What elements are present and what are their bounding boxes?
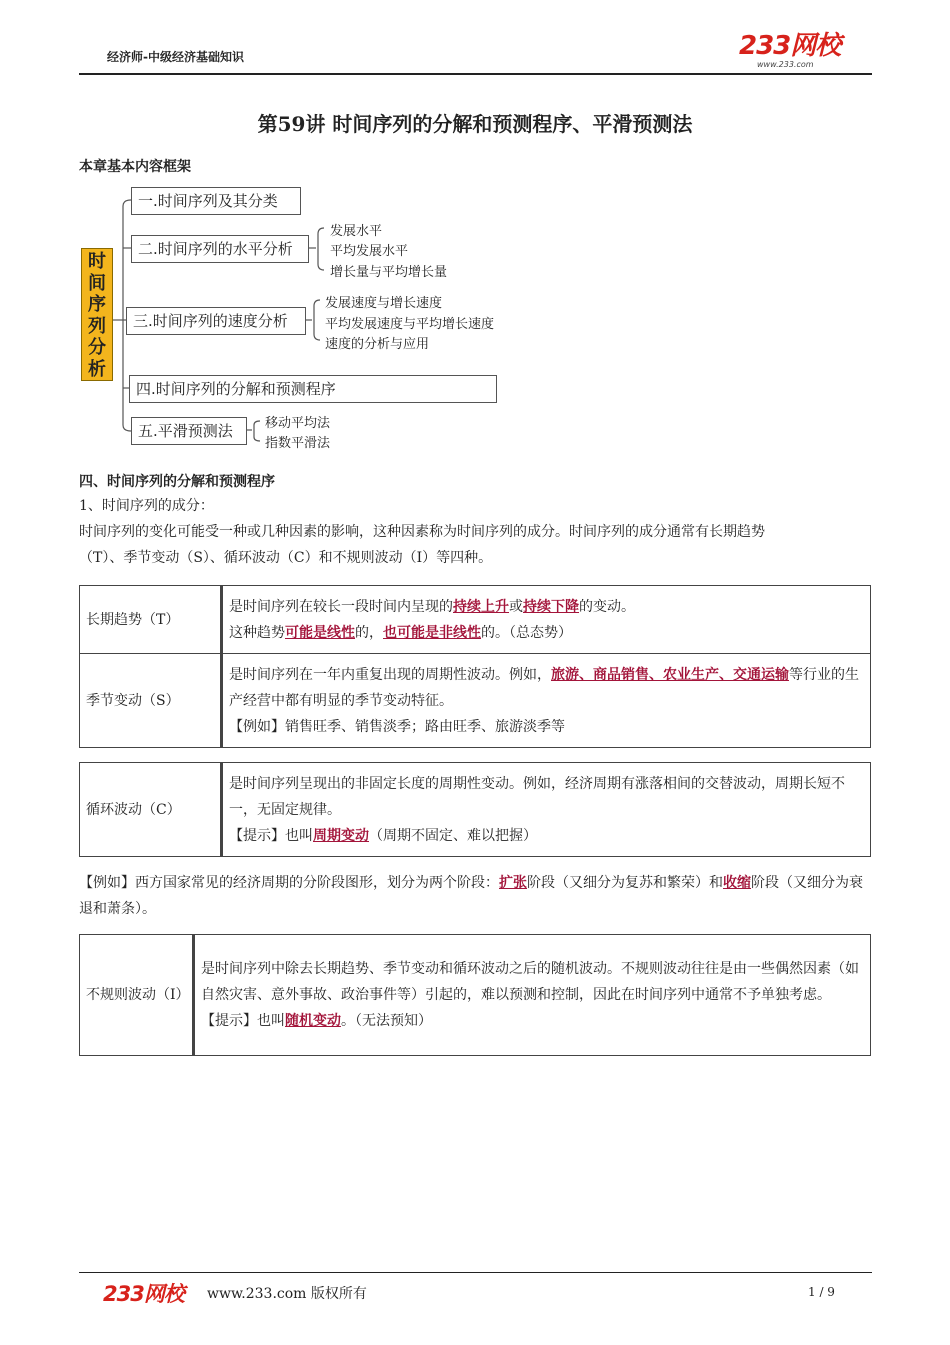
row-line: 是时间序列在较长一段时间内呈现的持续上升或持续下降的变动。 — [229, 598, 635, 615]
table-row — [80, 935, 871, 1056]
highlight-term: 持续上升 — [453, 598, 509, 615]
highlight-term: 也可能是非线性 — [383, 624, 481, 641]
mindmap-leaf: 速度的分析与应用 — [325, 337, 430, 352]
page-title: 第59讲 时间序列的分解和预测程序、平滑预测法 — [257, 112, 693, 136]
mindmap-leaf: 发展速度与增长速度 — [325, 296, 443, 311]
mindmap-branch-4: 四.时间序列的分解和预测程序 — [129, 375, 497, 403]
framework-heading: 本章基本内容框架 — [79, 159, 191, 175]
page-number: 1 / 9 — [808, 1285, 835, 1299]
row-example: 【例如】销售旺季、销售淡季；路由旺季、旅游淡季等 — [229, 718, 565, 735]
row-label: 不规则波动（I） — [80, 935, 194, 1056]
components-table-3 — [79, 934, 871, 1056]
mindmap-leaf: 增长量与平均增长量 — [330, 265, 448, 280]
header-logo-text: 233网校 — [739, 31, 841, 61]
mindmap-branch-5: 五.平滑预测法 — [131, 417, 247, 445]
mindmap-leaf: 平均发展速度与平均增长速度 — [325, 317, 495, 332]
highlight-term: 持续下降 — [523, 598, 579, 615]
row-content — [222, 763, 871, 857]
row-content — [194, 935, 871, 1056]
bracket-b5 — [254, 421, 260, 441]
section-subheading: 1、时间序列的成分： — [79, 498, 214, 514]
bracket-b3 — [314, 300, 320, 340]
highlight-term: 扩张 — [499, 875, 527, 891]
highlight-term: 收缩 — [723, 875, 751, 891]
table-row — [80, 763, 871, 857]
mindmap-branch-1: 一.时间序列及其分类 — [131, 187, 301, 215]
example-paragraph: 【例如】西方国家常见的经济周期的分阶段图形，划分为两个阶段：扩张阶段（又细分为复苏和繁荣）和收缩阶段（又细分为衰退和萧条）。 — [79, 875, 863, 917]
intro-line-1: 时间序列的变化可能受一种或几种因素的影响，这种因素称为时间序列的成分。时间序列的成分通常有长期趋势 — [79, 524, 765, 540]
mindmap-leaf: 平均发展水平 — [330, 244, 409, 259]
row-content — [222, 654, 871, 748]
row-paragraph: 是时间序列中除去长期趋势、季节变动和循环波动之后的随机波动。不规则波动往往是由一些偶然因素（如自然灾害、意外事故、政治事件等）引起的，难以预测和控制，因此在时间序列中通常不予单独考虑。 — [201, 961, 859, 1003]
components-table-2 — [79, 762, 871, 857]
mindmap-leaf: 移动平均法 — [265, 416, 331, 431]
row-label: 长期趋势（T） — [80, 586, 222, 654]
intro-line-2: （T）、季节变动（S）、循环波动（C）和不规则波动（I）等四种。 — [79, 550, 493, 566]
table-row — [80, 654, 871, 748]
highlight-term: 旅游、商品销售、农业生产、交通运输 — [551, 666, 789, 683]
row-label: 季节变动（S） — [80, 654, 222, 748]
highlight-term: 随机变动 — [285, 1013, 341, 1029]
row-tip: 【提示】也叫周期变动（周期不固定、难以把握） — [229, 827, 537, 844]
highlight-term: 可能是线性 — [285, 624, 355, 641]
row-label: 循环波动（C） — [80, 763, 222, 857]
footer-logo: 233网校 — [103, 1282, 184, 1306]
row-tip: 【提示】也叫随机变动。（无法预知） — [201, 1013, 432, 1029]
header-doc-title: 经济师-中级经济基础知识 — [107, 50, 244, 64]
section-heading: 四、时间序列的分解和预测程序 — [79, 474, 275, 490]
mindmap-leaf: 发展水平 — [330, 224, 383, 239]
footer-copyright: www.233.com 版权所有 — [207, 1286, 367, 1302]
bracket-b2 — [318, 228, 324, 270]
mindmap-root — [81, 248, 113, 381]
row-line: 这种趋势可能是线性的，也可能是非线性的。（总态势） — [229, 624, 572, 641]
components-table-1 — [79, 585, 871, 748]
header-logo-url: www.233.com — [757, 60, 814, 69]
row-paragraph: 是时间序列在一年内重复出现的周期性波动。例如，旅游、商品销售、农业生产、交通运输等行业的生产经营中都有明显的季节变动特征。 — [229, 666, 859, 709]
row-content — [222, 586, 871, 654]
table-row — [80, 586, 871, 654]
mindmap-root-label: 时间序列分析 — [88, 251, 106, 380]
mindmap-leaf: 指数平滑法 — [265, 436, 331, 451]
mindmap-branch-2: 二.时间序列的水平分析 — [131, 235, 309, 263]
footer-rule — [79, 1272, 872, 1273]
row-paragraph: 是时间序列呈现出的非固定长度的周期性变动。例如，经济周期有涨落相间的交替波动，周期长短不一，无固定规律。 — [229, 775, 845, 818]
highlight-term: 周期变动 — [313, 827, 369, 844]
mindmap-branch-3: 三.时间序列的速度分析 — [126, 307, 306, 335]
